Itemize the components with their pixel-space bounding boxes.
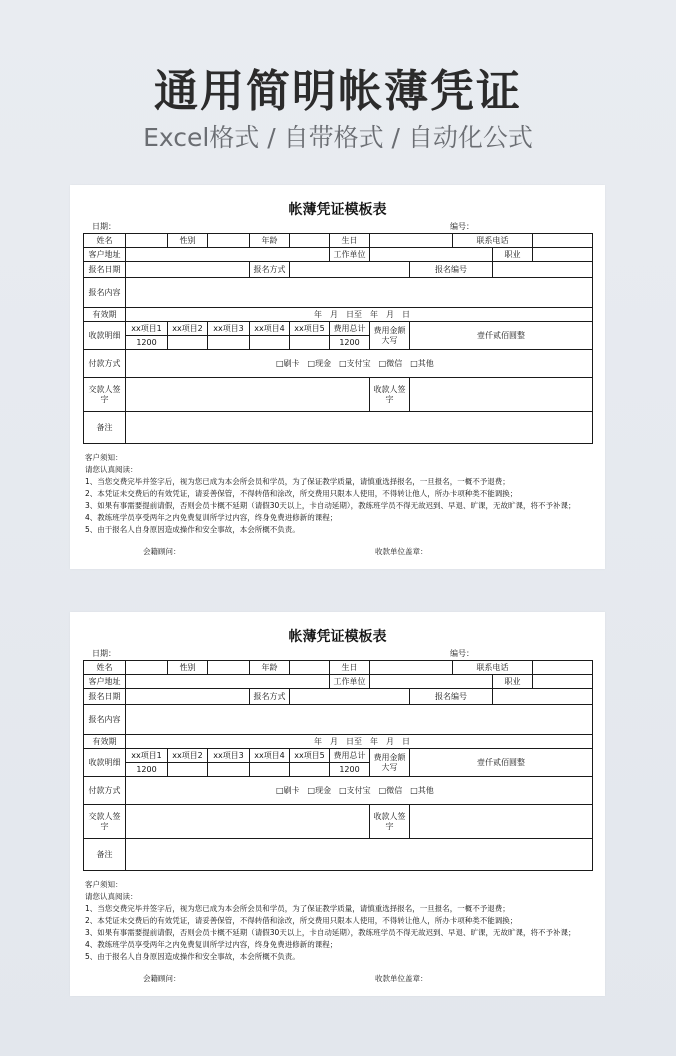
notes-item: 1、当您交费完毕并签字后，视为您已成为本会所会员和学员，为了保证教学质量，请慎重选择报名，一旦报名，一概不予退费； (85, 477, 510, 486)
date-label: 日期： (92, 222, 116, 231)
validity-label: 有效期 (84, 308, 126, 322)
table-row (84, 350, 593, 378)
payer-sign-label: 交款人签字 (84, 378, 126, 412)
name-label: 姓名 (84, 661, 126, 675)
item-3-label: xx项目3 (208, 322, 250, 336)
unit-stamp-label: 收款单位盖章： (375, 974, 428, 983)
signup-date-label: 报名日期 (84, 689, 126, 705)
signup-no-label: 报名编号 (410, 689, 493, 705)
payer-sign-label: 交款人签字 (84, 805, 126, 839)
notes-heading: 客户须知： (85, 453, 123, 462)
form-preview-2 (70, 612, 605, 996)
table-row (84, 234, 593, 248)
payee-sign-label: 收款人签字 (370, 805, 410, 839)
total-label: 费用总计 (330, 322, 370, 336)
table-row (84, 322, 593, 336)
item-4-label: xx项目4 (250, 322, 290, 336)
birthday-label: 生日 (330, 234, 370, 248)
job-label: 职业 (493, 675, 533, 689)
table-row (84, 777, 593, 805)
content-label: 报名内容 (84, 278, 126, 308)
item-2-label: xx项目2 (168, 749, 208, 763)
validity-label: 有效期 (84, 735, 126, 749)
notes-heading: 客户须知： (85, 880, 123, 889)
total-value: 1200 (330, 763, 370, 777)
phone-label: 联系电话 (453, 234, 533, 248)
gender-label: 性别 (168, 234, 208, 248)
amount-upper-label: 费用金额大写 (370, 749, 410, 777)
signup-no-label: 报名编号 (410, 262, 493, 278)
item-5-label: xx项目5 (290, 322, 330, 336)
payment-method-label: 付款方式 (84, 350, 126, 378)
amount-upper-value: 壹仟贰佰圆整 (410, 749, 593, 777)
notes-item: 5、由于报名人自身原因造成操作和安全事故，本会所概不负责。 (85, 952, 300, 961)
payment-options: □刷卡 □现金 □支付宝 □微信 □其他 (126, 777, 593, 805)
table-row (84, 278, 593, 308)
item-3-label: xx项目3 (208, 749, 250, 763)
age-label: 年龄 (250, 234, 290, 248)
table-row (84, 839, 593, 871)
notes-item: 5、由于报名人自身原因造成操作和安全事故，本会所概不负责。 (85, 525, 300, 534)
notes-item: 4、教练班学员享受两年之内免费复训所学过内容，终身免费进修新的课程； (85, 940, 338, 949)
content-label: 报名内容 (84, 705, 126, 735)
table-row (84, 248, 593, 262)
item-1-value: 1200 (126, 336, 168, 350)
validity-period: 年 月 日至 年 月 日 (126, 308, 593, 322)
validity-period: 年 月 日至 年 月 日 (126, 735, 593, 749)
notes-item: 3、如果有事需要提前请假，否则会员卡概不延期（请假30天以上，卡自动延期），教练班学员不得无故迟到、早退、旷课，无故旷课，将不予补课； (85, 501, 576, 510)
item-2-label: xx项目2 (168, 322, 208, 336)
notes-item: 3、如果有事需要提前请假，否则会员卡概不延期（请假30天以上，卡自动延期），教练班学员不得无故迟到、早退、旷课，无故旷课，将不予补课； (85, 928, 576, 937)
remark-label: 备注 (84, 412, 126, 444)
receipt-detail-label: 收款明细 (84, 322, 126, 350)
job-label: 职业 (493, 248, 533, 262)
notes-intro: 请您认真阅读： (85, 892, 138, 901)
amount-upper-value: 壹仟贰佰圆整 (410, 322, 593, 350)
employer-label: 工作单位 (330, 675, 370, 689)
notes-item: 2、本凭证未交费后的有效凭证，请妥善保管，不得转借和涂改，所交费用只限本人使用，不得转让他人，所办卡项种类不能调换； (85, 489, 518, 498)
consultant-label: 会籍顾问： (143, 547, 181, 556)
birthday-label: 生日 (330, 661, 370, 675)
number-label: 编号： (450, 222, 474, 231)
number-label: 编号： (450, 649, 474, 658)
table-row (84, 805, 593, 839)
table-row (84, 412, 593, 444)
signup-method-label: 报名方式 (250, 262, 290, 278)
table-row (84, 689, 593, 705)
total-label: 费用总计 (330, 749, 370, 763)
hero-subtitle: Excel格式 / 自带格式 / 自动化公式 (143, 123, 533, 152)
address-label: 客户地址 (84, 675, 126, 689)
item-1-label: xx项目1 (126, 749, 168, 763)
item-5-label: xx项目5 (290, 749, 330, 763)
employer-label: 工作单位 (330, 248, 370, 262)
consultant-label: 会籍顾问： (143, 974, 181, 983)
remark-label: 备注 (84, 839, 126, 871)
table-row (84, 262, 593, 278)
name-label: 姓名 (84, 234, 126, 248)
table-row (84, 705, 593, 735)
item-1-value: 1200 (126, 763, 168, 777)
gender-label: 性别 (168, 661, 208, 675)
payment-method-label: 付款方式 (84, 777, 126, 805)
voucher-table (83, 660, 593, 871)
payee-sign-label: 收款人签字 (370, 378, 410, 412)
unit-stamp-label: 收款单位盖章： (375, 547, 428, 556)
table-row (84, 749, 593, 763)
form-title: 帐薄凭证模板表 (288, 629, 387, 645)
total-value: 1200 (330, 336, 370, 350)
address-label: 客户地址 (84, 248, 126, 262)
table-row (84, 308, 593, 322)
phone-label: 联系电话 (453, 661, 533, 675)
notes-item: 1、当您交费完毕并签字后，视为您已成为本会所会员和学员，为了保证教学质量，请慎重选择报名，一旦报名，一概不予退费； (85, 904, 510, 913)
form-preview-1 (70, 185, 605, 569)
notes-item: 2、本凭证未交费后的有效凭证，请妥善保管，不得转借和涂改，所交费用只限本人使用，不得转让他人，所办卡项种类不能调换； (85, 916, 518, 925)
notes-item: 4、教练班学员享受两年之内免费复训所学过内容，终身免费进修新的课程； (85, 513, 338, 522)
table-row (84, 378, 593, 412)
item-4-label: xx项目4 (250, 749, 290, 763)
age-label: 年龄 (250, 661, 290, 675)
customer-notes (85, 879, 595, 969)
payment-options: □刷卡 □现金 □支付宝 □微信 □其他 (126, 350, 593, 378)
item-1-label: xx项目1 (126, 322, 168, 336)
date-label: 日期： (92, 649, 116, 658)
table-row (84, 675, 593, 689)
voucher-table (83, 233, 593, 444)
signup-date-label: 报名日期 (84, 262, 126, 278)
form-title: 帐薄凭证模板表 (288, 202, 387, 218)
hero-title: 通用简明帐薄凭证 (154, 66, 522, 117)
notes-intro: 请您认真阅读： (85, 465, 138, 474)
receipt-detail-label: 收款明细 (84, 749, 126, 777)
amount-upper-label: 费用金额大写 (370, 322, 410, 350)
table-row (84, 661, 593, 675)
table-row (84, 735, 593, 749)
customer-notes (85, 452, 595, 542)
signup-method-label: 报名方式 (250, 689, 290, 705)
